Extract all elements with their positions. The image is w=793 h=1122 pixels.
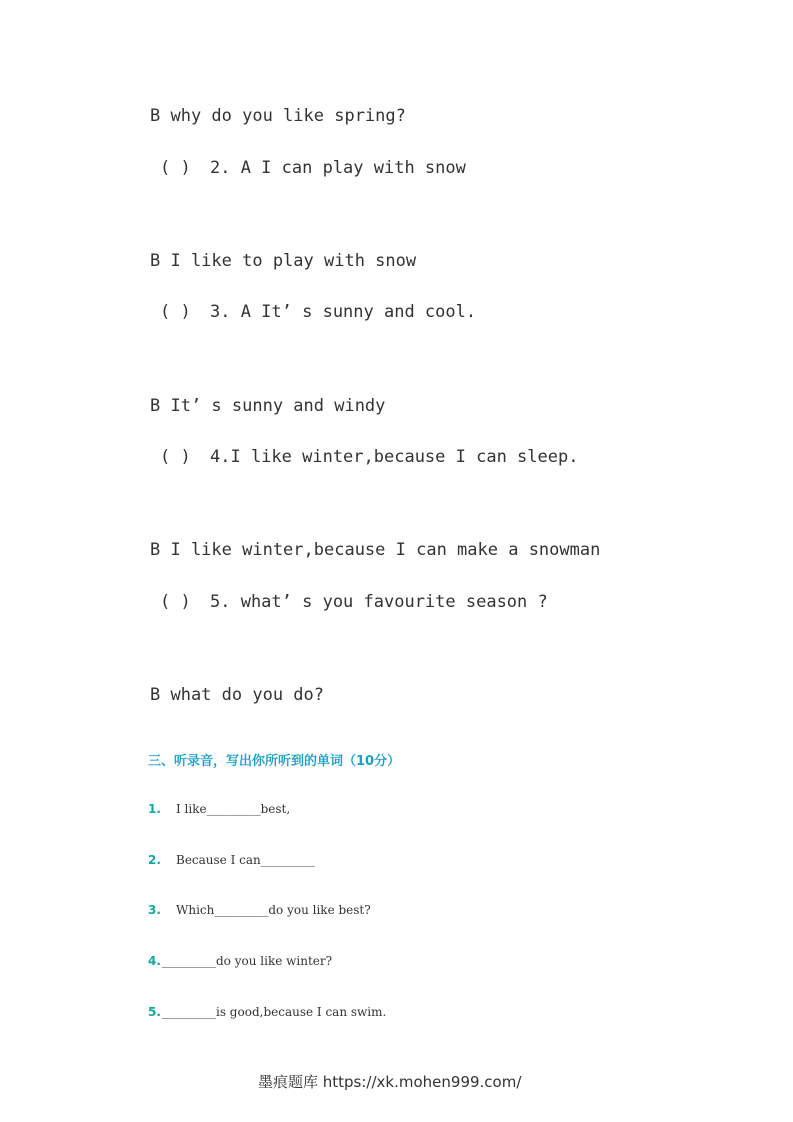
dialogue-line-b-snow: B I like to play with snow	[150, 251, 417, 271]
fill-blank-item-1: I like_________best,	[176, 802, 291, 816]
item-number-5: 5.	[148, 1005, 161, 1019]
dialogue-line-b-what-do: B what do you do?	[150, 685, 324, 705]
dialogue-line-b-windy: B It’ s sunny and windy	[150, 396, 386, 416]
question-2-text: 2. A I can play with snow	[210, 158, 466, 178]
footer-watermark-link[interactable]: 墨痕题库 https://xk.mohen999.com/	[258, 1073, 522, 1091]
fill-blank-item-3: Which_________do you like best?	[176, 903, 371, 917]
answer-paren-2: ( )	[160, 158, 191, 178]
dialogue-line-b-snowman: B I like winter,because I can make a snowman	[150, 540, 601, 560]
fill-blank-item-4: _________do you like winter?	[162, 954, 333, 968]
fill-blank-item-2: Because I can_________	[176, 853, 315, 867]
answer-paren-3: ( )	[160, 302, 191, 322]
item-number-1: 1.	[148, 802, 161, 816]
section-3-heading: 三、听录音，写出你所听到的单词（10分）	[148, 754, 401, 769]
fill-blank-item-5: _________is good,because I can swim.	[162, 1005, 387, 1019]
dialogue-line-b-spring: B why do you like spring?	[150, 106, 406, 126]
question-4-text: 4.I like winter,because I can sleep.	[210, 447, 579, 467]
answer-paren-5: ( )	[160, 592, 191, 612]
item-number-4: 4.	[148, 954, 161, 968]
item-number-3: 3.	[148, 903, 161, 917]
item-number-2: 2.	[148, 853, 161, 867]
question-5-text: 5. what’ s you favourite season ?	[210, 592, 548, 612]
answer-paren-4: ( )	[160, 447, 191, 467]
question-3-text: 3. A It’ s sunny and cool.	[210, 302, 477, 322]
